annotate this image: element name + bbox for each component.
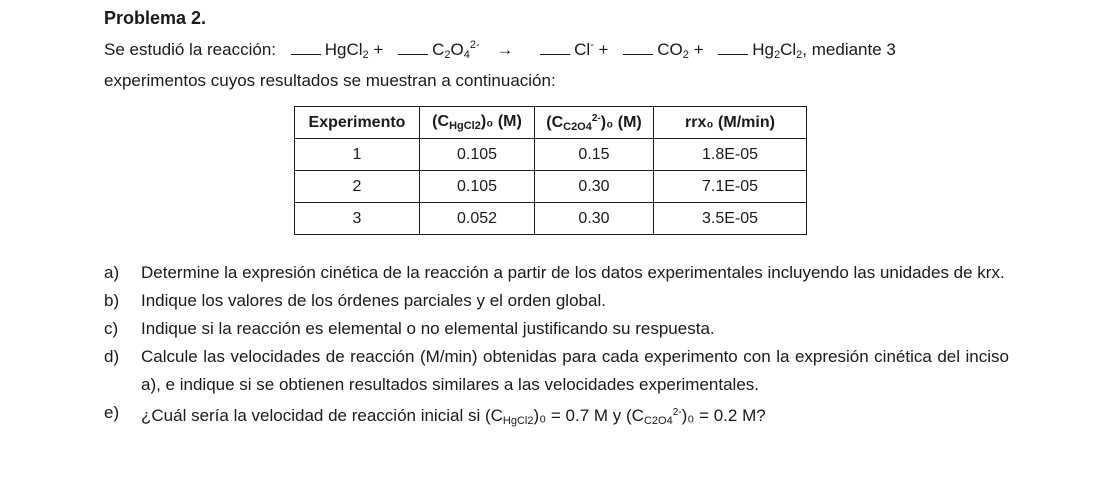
- question-letter: e): [104, 403, 120, 422]
- cell-oxalate: 0.15: [535, 139, 654, 171]
- product-chloride: Cl-: [574, 39, 594, 59]
- coefficient-blank-1: [291, 42, 321, 55]
- experiment-table: [294, 106, 807, 235]
- coefficient-blank-2: [398, 42, 428, 55]
- question-letter: b): [104, 291, 120, 310]
- table-row: [295, 171, 807, 203]
- cell-rate: 1.8E-05: [654, 139, 807, 171]
- question-text: Determine la expresión cinética de la reacción a partir de los datos experimentales incluyendo las unidades de krx.: [141, 263, 1005, 282]
- product-hg2cl2: $Hg_2Cl_2$: [752, 40, 803, 61]
- header-hgcl2-conc: (CHgCl2)₀ (M): [420, 107, 535, 139]
- question-letter: a): [104, 263, 120, 282]
- question-c: [104, 315, 1009, 343]
- question-text: Indique si la reacción es elemental o no elemental justificando su respuesta.: [141, 319, 715, 338]
- question-list: [104, 259, 1009, 435]
- question-b: [104, 287, 1009, 315]
- cell-hgcl2: 0.105: [420, 139, 535, 171]
- cell-oxalate: 0.30: [535, 171, 654, 203]
- question-d: [104, 343, 1009, 399]
- table-row: [295, 139, 807, 171]
- cell-rate: 3.5E-05: [654, 203, 807, 235]
- problem-title: Problema 2.: [104, 8, 207, 28]
- question-text: Indique los valores de los órdenes parciales y el orden global.: [141, 291, 606, 310]
- reactant-hgcl2: HgCl$_2$: [324, 40, 369, 61]
- cell-oxalate: 0.30: [535, 203, 654, 235]
- reaction-arrow: →: [496, 40, 514, 59]
- coefficient-blank-5: [718, 42, 748, 55]
- question-e: [104, 399, 1009, 435]
- header-experiment: Experimento: [295, 107, 420, 139]
- plus-sign: +: [598, 40, 609, 59]
- cell-rate: 7.1E-05: [654, 171, 807, 203]
- coefficient-blank-3: [540, 42, 570, 55]
- plus-sign: +: [693, 40, 704, 59]
- header-oxalate-conc: $(CC2O4^{2-})_0$ (M): [535, 107, 654, 139]
- question-text: Calcule las velocidades de reacción (M/min) obtenidas para cada experimento con la expresión cinética del inciso a), e indique si se obtienen resultados similares a las velocidades experimentales.: [141, 347, 1009, 394]
- cell-experiment: 3: [295, 203, 420, 235]
- problem-page: [104, 7, 1009, 427]
- cell-experiment: 1: [295, 139, 420, 171]
- table-header-row: [295, 107, 807, 139]
- header-initial-rate: rrx₀ (M/min): [654, 107, 807, 139]
- intro-tail: , mediante 3: [802, 40, 896, 59]
- problem-intro: [104, 33, 1009, 93]
- question-letter: c): [104, 319, 119, 338]
- cell-hgcl2: 0.052: [420, 203, 535, 235]
- cell-hgcl2: 0.105: [420, 171, 535, 203]
- coefficient-blank-4: [623, 42, 653, 55]
- question-text: ¿Cuál sería la velocidad de reacción inicial si (CHgCl2)₀ = 0.7 M y $(CC2O4^{2-})_0 = 0.2$ M?: [141, 406, 766, 427]
- intro-lead: Se estudió la reacción:: [104, 40, 276, 59]
- table-row: [295, 203, 807, 235]
- question-a: [104, 259, 1009, 287]
- question-letter: d): [104, 347, 120, 366]
- plus-sign: +: [373, 40, 384, 59]
- cell-experiment: 2: [295, 171, 420, 203]
- reactant-oxalate: $C_2O_4^{2-}$: [432, 39, 480, 61]
- product-co2: $CO_2$: [657, 40, 689, 61]
- intro-line-2: experimentos cuyos resultados se muestran a continuación:: [104, 71, 556, 90]
